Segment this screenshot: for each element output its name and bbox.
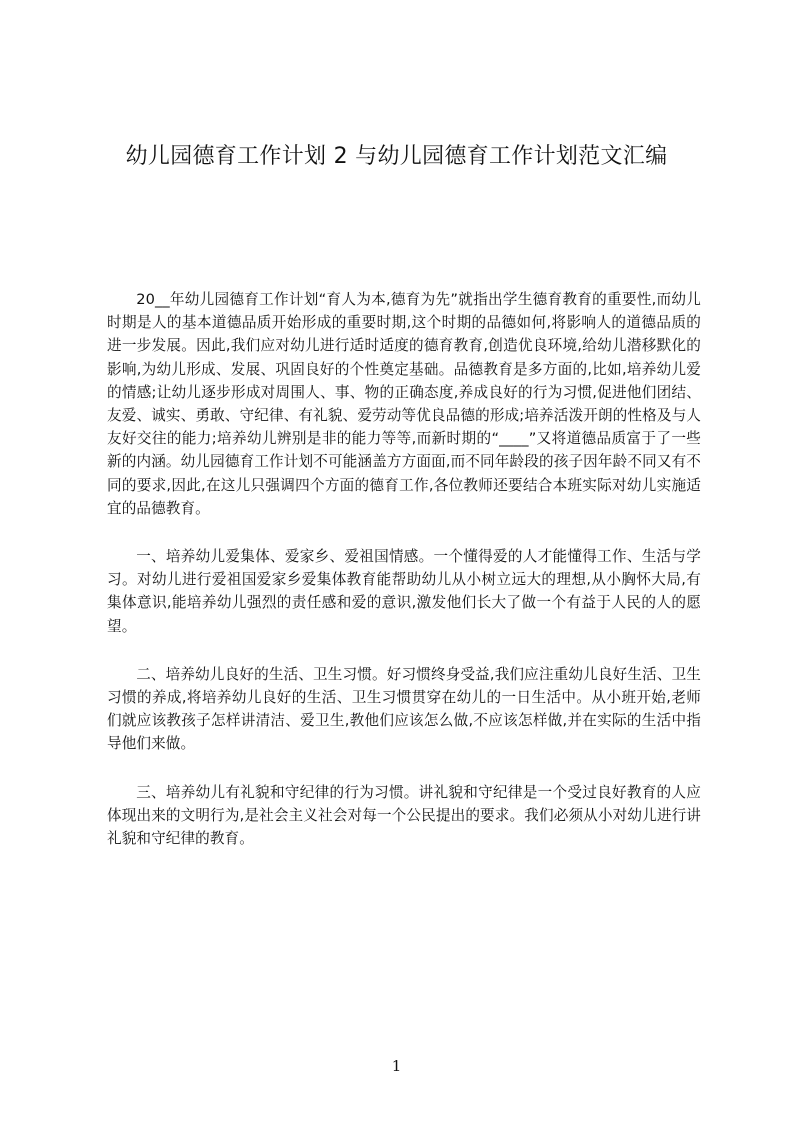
document-title: 幼儿园德育工作计划 2 与幼儿园德育工作计划范文汇编 — [125, 144, 668, 169]
page-number: 1 — [391, 1057, 402, 1075]
document-body — [107, 288, 701, 875]
paragraph-intro: 20__年幼儿园德育工作计划“育人为本,德育为先”就指出学生德育教育的重要性,而幼儿时期是人的基本道德品质开始形成的重要时期,这个时期的品德如何,将影响人的道德品质的进一步发展。因此,我们应对幼儿进行适时适度的德育教育,创造优良环境,给幼儿潜移默化的影响,为幼儿形成、发展、巩固良好的个性奠定基础。品德教育是多方面的,比如,培养幼儿爱的情感;让幼儿逐步形成对周围人、事、物的正确态度,养成良好的行为习惯,促进他们团结、友爱、诚实、勇敢、守纪律、有礼貌、爱劳动等优良品德的形成;培养活泼开朗的性格及与人友好交往的能力;培养幼儿辨别是非的能力等等,而新时期的“____”又将道德品质富于了一些新的内涵。幼儿园德育工作计划不可能涵盖方方面面,而不同年龄段的孩子因年龄不同又有不同的要求,因此,在这儿只强调四个方面的德育工作,各位教师还要结合本班实际对幼儿实施适宜的品德教育。 — [107, 291, 701, 517]
paragraph-section-3: 三、培养幼儿有礼貌和守纪律的行为习惯。讲礼貌和守纪律是一个受过良好教育的人应体现出来的文明行为,是社会主义社会对每一个公民提出的要求。我们必须从小对幼儿进行讲礼貌和守纪律的教育。 — [107, 783, 701, 848]
paragraph-section-1: 一、培养幼儿爱集体、爱家乡、爱祖国情感。一个懂得爱的人才能懂得工作、生活与学习。对幼儿进行爱祖国爱家乡爱集体教育能帮助幼儿从小树立远大的理想,从小胸怀大局,有集体意识,能培养幼儿强烈的责任感和爱的意识,激发他们长大了做一个有益于人民的人的愿望。 — [107, 548, 701, 635]
paragraph-section-2: 二、培养幼儿良好的生活、卫生习惯。好习惯终身受益,我们应注重幼儿良好生活、卫生习惯的养成,将培养幼儿良好的生活、卫生习惯贯穿在幼儿的一日生活中。从小班开始,老师们就应该教孩子怎样讲清洁、爱卫生,教他们应该怎么做,不应该怎样做,并在实际的生活中指导他们来做。 — [107, 665, 701, 753]
